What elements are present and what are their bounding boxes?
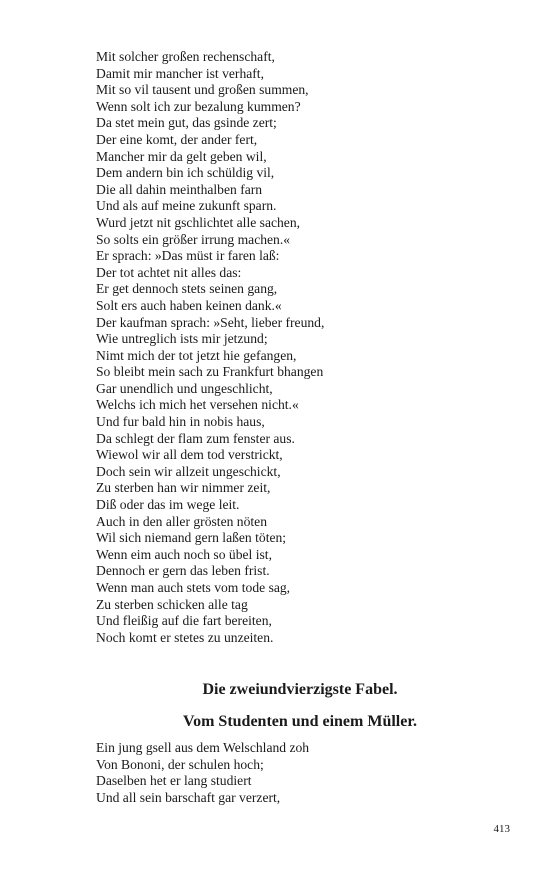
verse-line: Mit so vil tausent und großen summen, (96, 82, 309, 98)
verse-line: Noch komt er stetes zu unzeiten. (96, 629, 274, 645)
verse-line: Wiewol wir all dem tod verstrickt, (96, 447, 283, 463)
verse-line: Der kaufman sprach: »Seht, lieber freund, (96, 314, 325, 330)
poem-part-1 (96, 49, 516, 646)
verse-line: Diß oder das im wege leit. (96, 497, 240, 513)
verse-line: Wil sich niemand gern laßen töten; (96, 530, 287, 546)
verse-line: Damit mir mancher ist verhaft, (96, 65, 264, 81)
verse-line: Da stet mein gut, das gsinde zert; (96, 115, 277, 131)
verse-line: Nimt mich der tot jetzt hie gefangen, (96, 347, 297, 363)
verse-line: Und als auf meine zukunft sparn. (96, 198, 277, 214)
poem-part-2 (96, 740, 516, 806)
verse-line: Die all dahin meinthalben farn (96, 181, 263, 197)
fable-title: Vom Studenten und einem Müller. (183, 713, 417, 730)
verse-line: Dem andern bin ich schüldig vil, (96, 165, 275, 181)
verse-line: Und fur bald hin in nobis haus, (96, 414, 265, 430)
verse-line: Auch in den aller grösten nöten (96, 513, 268, 529)
page-number: 413 (493, 823, 510, 835)
verse-line: Er sprach: »Das müst ir faren laß: (96, 248, 280, 264)
verse-line: Der tot achtet nit alles das: (96, 264, 242, 280)
verse-line: Und fleißig auf die fart bereiten, (96, 613, 272, 629)
verse-line: So solts ein größer irrung machen.« (96, 231, 291, 247)
verse-line: Wenn man auch stets vom tode sag, (96, 580, 291, 595)
verse-line: Wurd jetzt nit gschlichtet alle sachen, (96, 214, 301, 230)
verse-line: Da schlegt der flam zum fenster aus. (96, 430, 295, 446)
verse-line: Doch sein wir allzeit ungeschickt, (96, 463, 281, 479)
verse-line: Welchs ich mich het versehen nicht.« (96, 397, 299, 413)
verse-line: Wenn eim auch noch so übel ist, (96, 546, 272, 562)
verse-line: Mit solcher großen rechenschaft, (96, 49, 275, 64)
verse-line: Er get dennoch stets seinen gang, (96, 281, 278, 297)
verse-line: Wenn solt ich zur bezalung kummen? (96, 98, 301, 114)
verse-line: Gar unendlich und ungeschlicht, (96, 380, 273, 396)
verse-line: Zu sterben han wir nimmer zeit, (96, 480, 271, 496)
fable-heading: Die zweiundvierzigste Fabel. (202, 681, 398, 698)
verse-line: Von Bononi, der schulen hoch; (96, 756, 264, 772)
verse-line: Dennoch er gern das leben frist. (96, 563, 270, 579)
verse-line: Mancher mir da gelt geben wil, (96, 148, 267, 164)
verse-line: Wie untreglich ists mir jetzund; (96, 331, 268, 347)
verse-line: Daselben het er lang studiert (96, 773, 252, 789)
verse-line: So bleibt mein sach zu Frankfurt bhangen (96, 364, 324, 380)
verse-line: Der eine komt, der ander fert, (96, 131, 258, 147)
verse-line: Ein jung gsell aus dem Welschland zoh (96, 740, 310, 755)
verse-line: Solt ers auch haben keinen dank.« (96, 297, 282, 313)
verse-line: Und all sein barschaft gar verzert, (96, 789, 281, 805)
verse-line: Zu sterben schicken alle tag (96, 596, 248, 612)
